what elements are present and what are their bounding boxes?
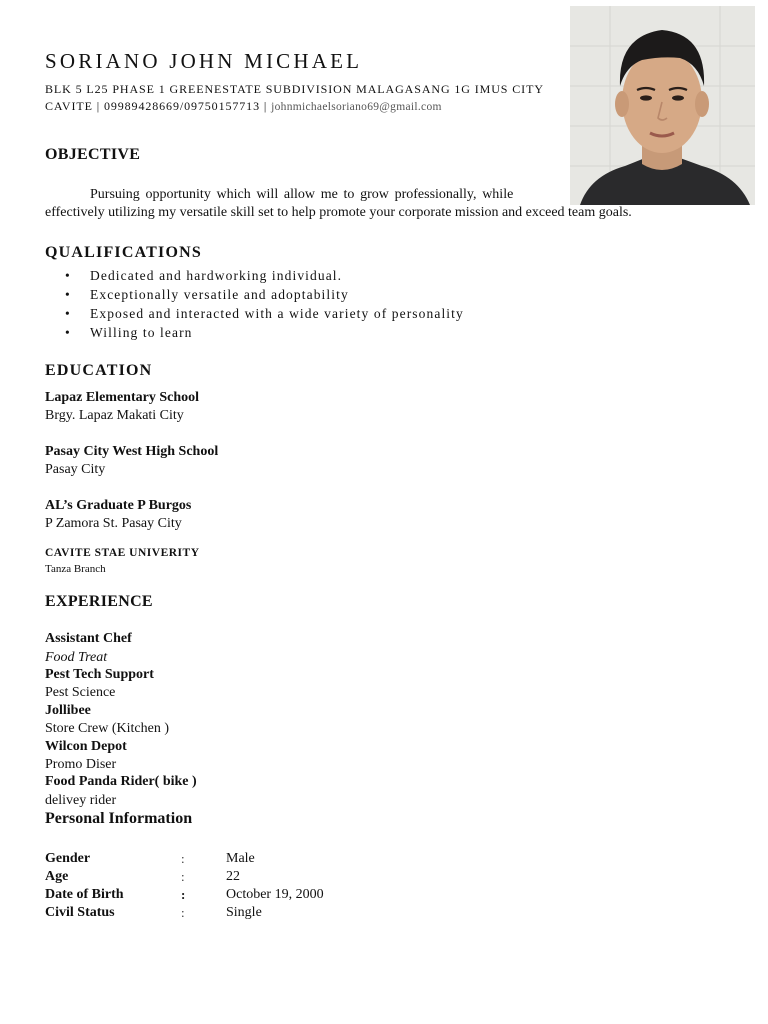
school-name: CAVITE STAE UNIVERITY [45, 547, 200, 559]
school-name: AL’s Graduate P Burgos [45, 498, 192, 513]
job-title: Food Panda Rider( bike ) [45, 774, 197, 789]
info-colon: : [181, 869, 185, 884]
job-detail: Pest Science [45, 685, 116, 700]
job-title: Pest Tech Support [45, 667, 154, 682]
qualification-text: Exceptionally versatile and adoptability [90, 287, 349, 302]
job-detail: Food Treat [45, 650, 108, 665]
school-location: P Zamora St. Pasay City [45, 516, 182, 531]
info-label-date-of-birth: Date of Birth [45, 887, 124, 902]
info-value-date-of-birth: October 19, 2000 [226, 887, 324, 902]
bullet-icon: • [65, 306, 71, 321]
profile-photo-image [570, 6, 755, 205]
list-item [45, 304, 464, 323]
objective-text-line-1: Pursuing opportunity which will allow me to grow professionally, while [90, 187, 514, 202]
bullet-icon: • [65, 325, 71, 340]
job-detail: delivey rider [45, 793, 117, 808]
school-location: Pasay City [45, 462, 106, 477]
info-colon: : [181, 905, 185, 920]
job-title: Assistant Chef [45, 631, 132, 646]
job-title: Wilcon Depot [45, 739, 127, 754]
education-heading: EDUCATION [45, 362, 153, 379]
experience-heading: EXPERIENCE [45, 593, 153, 610]
address-line-1: BLK 5 L25 PHASE 1 GREENESTATE SUBDIVISION MALAGASANG 1G IMUS CITY [45, 82, 544, 96]
resume-name: SORIANO JOHN MICHAEL [45, 49, 363, 73]
contact-numbers: CAVITE | 09989428669/09750157713 | [45, 99, 268, 113]
qualification-text: Willing to learn [90, 325, 193, 340]
info-label-age: Age [45, 869, 69, 884]
bullet-icon: • [65, 268, 71, 283]
list-item [45, 323, 464, 342]
qualifications-list [45, 266, 464, 342]
address-line-2 [45, 99, 442, 114]
school-name: Lapaz Elementary School [45, 390, 199, 405]
job-detail: Promo Diser [45, 757, 117, 772]
info-value-age: 22 [226, 869, 240, 884]
info-colon: : [181, 851, 185, 866]
personal-info-heading: Personal Information [45, 810, 193, 827]
objective-heading: OBJECTIVE [45, 146, 141, 163]
profile-photo [570, 6, 755, 205]
info-colon: : [181, 887, 186, 902]
job-detail: Store Crew (Kitchen ) [45, 721, 170, 736]
info-label-gender: Gender [45, 851, 91, 866]
qualification-text: Dedicated and hardworking individual. [90, 268, 343, 283]
qualification-text: Exposed and interacted with a wide variety of personality [90, 306, 464, 321]
email-address: johnmichaelsoriano69@gmail.com [271, 101, 442, 113]
qualifications-heading: QUALIFICATIONS [45, 244, 202, 261]
info-value-civil-status: Single [226, 905, 262, 920]
school-name: Pasay City West High School [45, 444, 219, 459]
info-value-gender: Male [226, 851, 255, 866]
objective-text-line-2: effectively utilizing my versatile skill set to help promote your corporate mission and exceed team goals. [45, 205, 632, 220]
list-item [45, 285, 464, 304]
school-location: Tanza Branch [45, 563, 106, 575]
info-label-civil-status: Civil Status [45, 905, 115, 920]
bullet-icon: • [65, 287, 71, 302]
list-item [45, 266, 464, 285]
job-title: Jollibee [45, 703, 91, 718]
school-location: Brgy. Lapaz Makati City [45, 408, 184, 423]
